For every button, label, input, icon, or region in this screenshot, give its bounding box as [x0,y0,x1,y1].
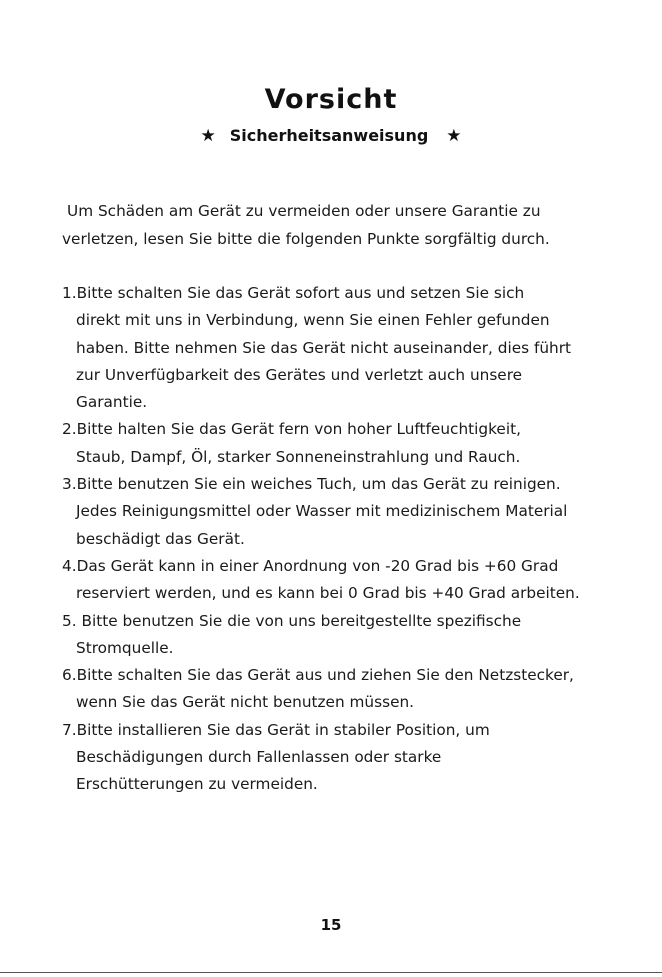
list-item [62,280,652,416]
list-item-line: 4.Das Gerät kann in einer Anordnung von -20 Grad bis +60 Grad [62,556,559,575]
intro-paragraph [62,198,622,253]
list-item-line: 6.Bitte schalten Sie das Gerät aus und ziehen Sie den Netzstecker, [62,666,574,685]
list-item-line: 2.Bitte halten Sie das Gerät fern von hoher Luftfeuchtigkeit, [62,420,521,439]
intro-line-1: Um Schäden am Gerät zu vermeiden oder unsere Garantie zu [67,202,541,220]
page-title: Vorsicht [264,84,398,115]
list-item-line: haben. Bitte nehmen Sie das Gerät nicht auseinander, dies führt [76,338,572,357]
list-item-line: 3.Bitte benutzen Sie ein weiches Tuch, um das Gerät zu reinigen. [62,475,561,494]
list-item-line: Jedes Reinigungsmittel oder Wasser mit medizinischem Material [76,502,568,521]
list-item-line: Beschädigungen durch Fallenlassen oder starke [76,748,442,767]
page-number: 15 [320,916,342,934]
list-item-line: Garantie. [76,393,148,412]
list-item-line: 1.Bitte schalten Sie das Gerät sofort aus und setzen Sie sich [62,284,525,302]
subtitle-text: Sicherheitsanweisung [229,126,429,145]
bottom-divider [0,972,662,973]
section-subtitle [0,126,662,146]
list-item [62,416,652,471]
list-item [62,662,652,717]
list-item-line: zur Unverfügbarkeit des Gerätes und verletzt auch unsere [76,365,523,384]
list-item [62,717,652,799]
list-item-line: Stromquelle. [76,638,174,657]
list-item-line: Erschütterungen zu vermeiden. [76,775,318,794]
instruction-list [62,280,652,799]
list-item-line: 7.Bitte installieren Sie das Gerät in stabiler Position, um [62,720,490,739]
list-item-line: wenn Sie das Gerät nicht benutzen müssen. [76,693,415,712]
list-item-line: Staub, Dampf, Öl, starker Sonneneinstrahlung und Rauch. [76,447,521,466]
star-right-icon: ★ [446,126,462,146]
list-item [62,553,652,608]
list-item-line: direkt mit uns in Verbindung, wenn Sie einen Fehler gefunden [76,311,550,330]
list-item-line: reserviert werden, und es kann bei 0 Grad bis +40 Grad arbeiten. [76,584,580,603]
list-item-line: 5. Bitte benutzen Sie die von uns bereitgestellte spezifische [62,611,522,630]
intro-line-2: verletzen, lesen Sie bitte die folgenden Punkte sorgfältig durch. [62,229,550,248]
list-item [62,608,652,663]
list-item-line: beschädigt das Gerät. [76,529,245,548]
list-item [62,471,652,553]
star-left-icon: ★ [200,126,216,146]
